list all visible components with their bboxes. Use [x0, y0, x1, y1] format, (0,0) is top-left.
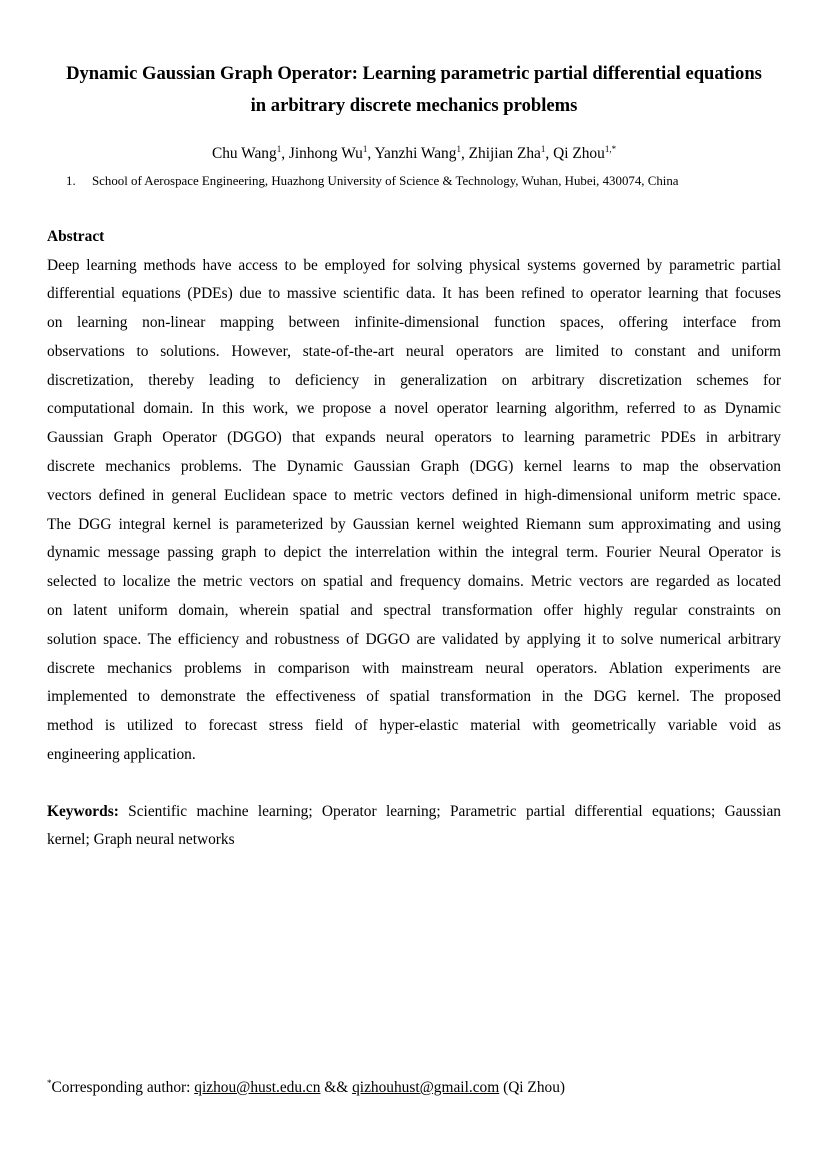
author-affiliation-mark: 1 [362, 144, 368, 154]
email-link-primary[interactable]: qizhou@hust.edu.cn [194, 1079, 321, 1096]
abstract-line: on latent uniform domain, wherein spatial and spectral transformation offer highly regular constraints on [47, 602, 781, 620]
author-affiliation-mark: 1 [276, 144, 282, 154]
author-affiliation-mark: 1 [540, 144, 546, 154]
abstract-line: implemented to demonstrate the effectiveness of spatial transformation in the DGG kernel. The proposed [47, 688, 781, 706]
author-affiliation-mark: 1,* [604, 144, 617, 154]
abstract-line: Deep learning methods have access to be employed for solving physical systems governed by parametric partial [47, 256, 781, 274]
footnote-prefix: Corresponding author: [51, 1079, 195, 1096]
keywords-text: Scientific machine learning; Operator learning; Parametric partial differential equations; Gaussian [128, 802, 781, 820]
footnote-mark: * [47, 1078, 52, 1088]
abstract-heading: Abstract [47, 228, 105, 245]
abstract-line: solution space. The efficiency and robustness of DGGO are validated by applying it to solve numerical arbitrary [47, 630, 781, 648]
email-link-secondary[interactable]: qizhouhust@gmail.com [352, 1079, 500, 1096]
affiliation-number: 1. [66, 174, 76, 188]
abstract-line: dynamic message passing graph to depict the interrelation within the integral term. Fourier Neural Operator is [47, 544, 781, 562]
abstract-line: selected to localize the metric vectors on spatial and frequency domains. Metric vectors are regarded as located [47, 573, 781, 591]
corresponding-author-footnote [47, 1076, 781, 1100]
abstract-line: discretization, thereby leading to deficiency in generalization on arbitrary discretization schemes for [47, 371, 781, 389]
abstract-line: The DGG integral kernel is parameterized by Gaussian kernel weighted Riemann sum approximating and using [47, 515, 781, 533]
author-list: Chu Wang$^1$, Jinhong Wu$^1$, Yanzhi Wang$^1$, Zhijian Zha$^1$, Qi Zhou$^{1,*}$ [211, 144, 617, 162]
keywords-line: kernel; Graph neural networks [47, 831, 235, 849]
footnote-separator: && [320, 1079, 353, 1096]
abstract-body [47, 252, 781, 770]
affiliation-text: School of Aerospace Engineering, Huazhong University of Science & Technology, Wuhan, Hubei, 430074, China [92, 174, 679, 188]
keywords-block [47, 798, 781, 856]
abstract-line: computational domain. In this work, we propose a novel operator learning algorithm, referred to as Dynamic [47, 400, 781, 418]
title-line: in arbitrary discrete mechanics problems [250, 95, 578, 116]
author-name: Zhijian Zha [468, 145, 541, 162]
abstract-line: differential equations (PDEs) due to massive scientific data. It has been refined to operator learning that focuses [47, 285, 781, 303]
author-name: Yanzhi Wang [374, 145, 457, 162]
footnote-suffix: (Qi Zhou) [499, 1079, 566, 1096]
abstract-line: engineering application. [47, 746, 196, 764]
abstract-line: Gaussian Graph Operator (DGGO) that expands neural operators to learning parametric PDEs in arbitrary [47, 429, 781, 447]
abstract-line: on learning non-linear mapping between infinite-dimensional function spaces, offering interface from [47, 314, 781, 332]
keywords-label: Keywords: [47, 802, 119, 820]
abstract-line: observations to solutions. However, state-of-the-art neural operators are limited to constant and uniform [47, 342, 781, 360]
abstract-line: discrete mechanics problems. The Dynamic Gaussian Graph (DGG) kernel learns to map the observation [47, 458, 781, 476]
paper-title [40, 58, 788, 122]
abstract-line: method is utilized to forecast stress field of hyper-elastic material with geometrically variable void as [47, 717, 781, 735]
abstract-line: vectors defined in general Euclidean space to metric vectors defined in high-dimensional uniform metric space. [47, 486, 781, 504]
affiliation [66, 171, 786, 191]
author-affiliation-mark: 1 [456, 144, 461, 154]
title-line: Dynamic Gaussian Graph Operator: Learning parametric partial differential equations [66, 63, 762, 84]
keywords-line [47, 798, 781, 827]
author-name: Qi Zhou [553, 145, 605, 162]
author-name: Chu Wang [211, 145, 277, 162]
abstract-line: discrete mechanics problems in comparison with mainstream neural operators. Ablation experiments are [47, 659, 781, 677]
author-name: Jinhong Wu [288, 145, 363, 162]
